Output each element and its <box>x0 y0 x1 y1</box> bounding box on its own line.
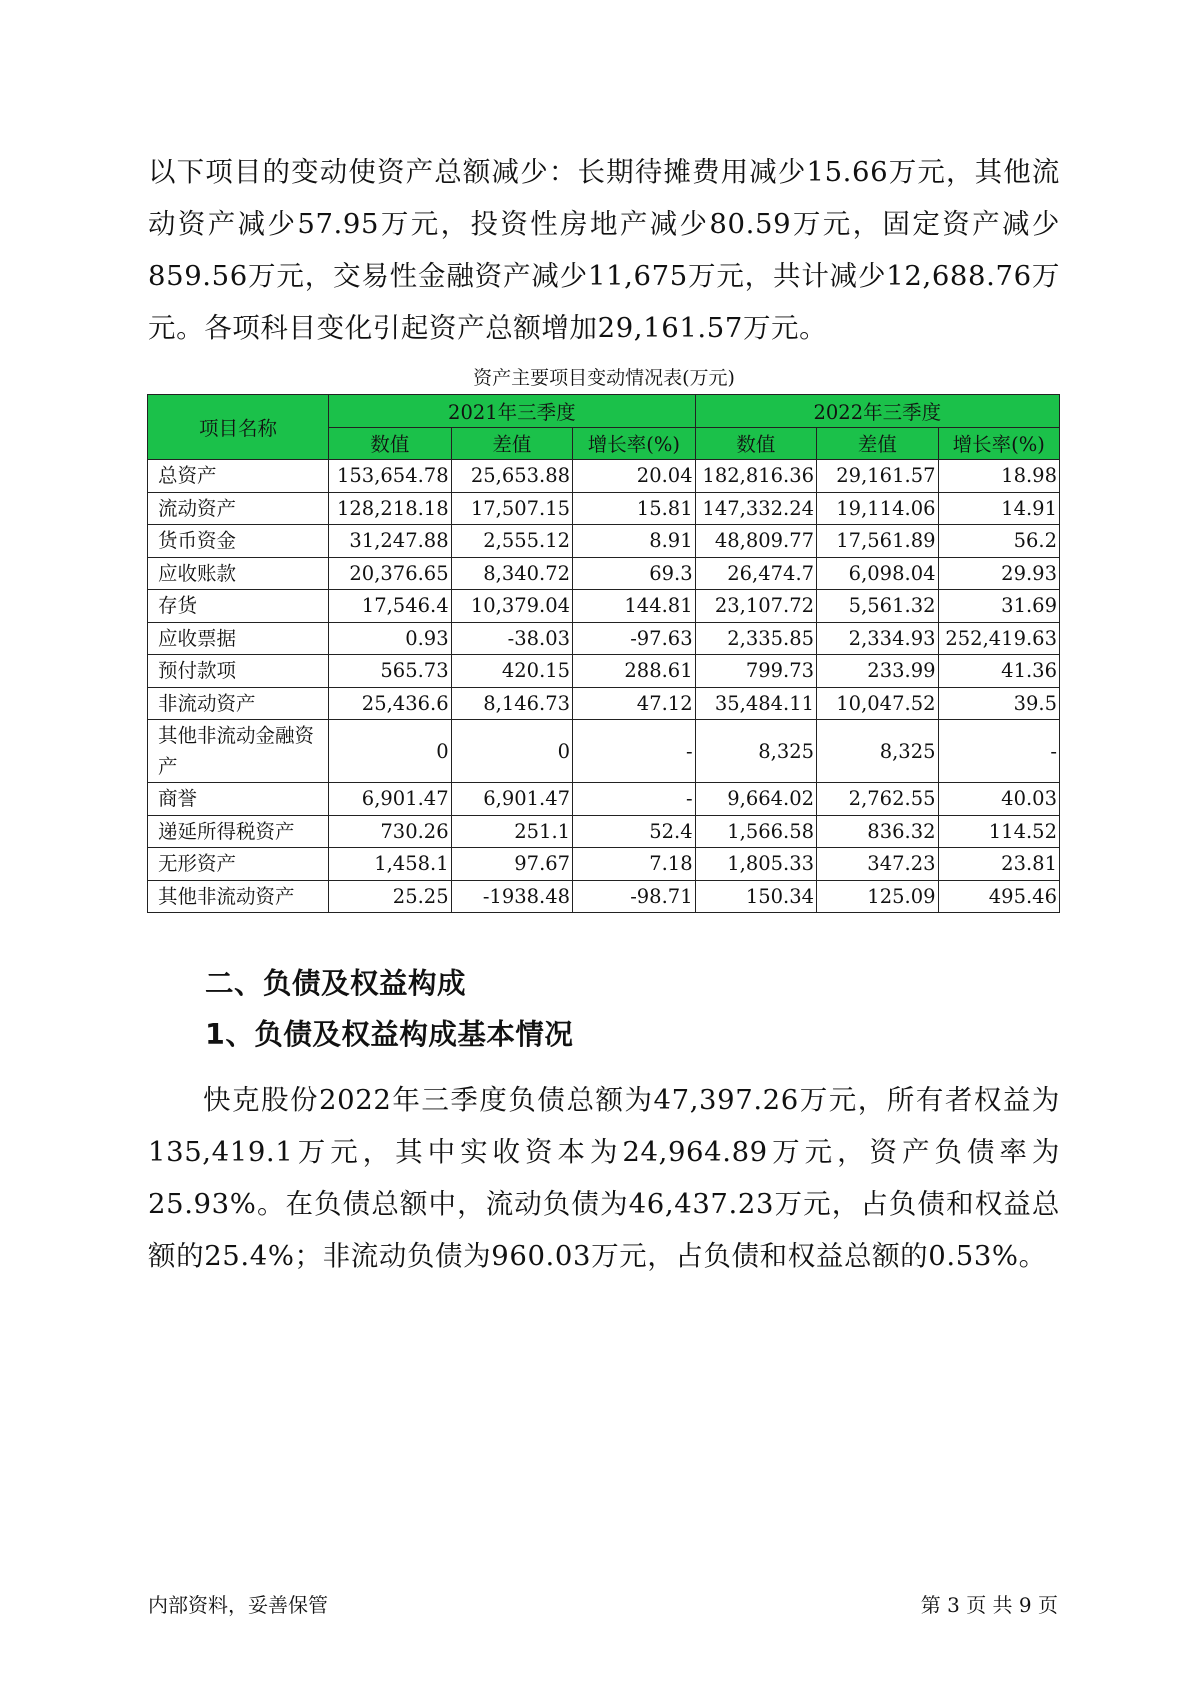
row-item-name: 应收账款 <box>148 557 329 590</box>
cell-d2: 2,334.93 <box>817 622 938 655</box>
cell-d2: 836.32 <box>817 815 938 848</box>
cell-v1: 565.73 <box>329 655 452 688</box>
row-item-name: 无形资产 <box>148 848 329 881</box>
cell-v2: 182,816.36 <box>695 460 816 493</box>
cell-v1: 128,218.18 <box>329 492 452 525</box>
cell-g2: 23.81 <box>938 848 1059 881</box>
cell-g1: - <box>573 720 696 783</box>
table-row <box>148 622 1060 655</box>
cell-d1: 6,901.47 <box>451 783 572 816</box>
cell-v1: 730.26 <box>329 815 452 848</box>
table-row <box>148 848 1060 881</box>
cell-d2: 347.23 <box>817 848 938 881</box>
cell-d1: 251.1 <box>451 815 572 848</box>
cell-g2: 29.93 <box>938 557 1059 590</box>
cell-g1: 7.18 <box>573 848 696 881</box>
section-heading: 二、负债及权益构成 <box>205 967 467 1000</box>
cell-v1: 0 <box>329 720 452 783</box>
header-growth-2022: 增长率(%) <box>938 427 1059 460</box>
cell-g2: 14.91 <box>938 492 1059 525</box>
header-diff-2021: 差值 <box>451 427 572 460</box>
cell-g2: 18.98 <box>938 460 1059 493</box>
cell-d1: -1938.48 <box>451 880 572 913</box>
cell-d2: 6,098.04 <box>817 557 938 590</box>
cell-d2: 10,047.52 <box>817 687 938 720</box>
cell-v1: 1,458.1 <box>329 848 452 881</box>
row-item-name: 应收票据 <box>148 622 329 655</box>
table-row <box>148 783 1060 816</box>
cell-g1: -97.63 <box>573 622 696 655</box>
table-row <box>148 590 1060 623</box>
table-row <box>148 492 1060 525</box>
cell-g1: 47.12 <box>573 687 696 720</box>
cell-v2: 799.73 <box>695 655 816 688</box>
cell-g1: 288.61 <box>573 655 696 688</box>
cell-g1: 8.91 <box>573 525 696 558</box>
cell-g1: -98.71 <box>573 880 696 913</box>
cell-v2: 1,566.58 <box>695 815 816 848</box>
row-item-name: 预付款项 <box>148 655 329 688</box>
cell-g1: 52.4 <box>573 815 696 848</box>
cell-g1: 15.81 <box>573 492 696 525</box>
table-row <box>148 687 1060 720</box>
table-row <box>148 720 1060 783</box>
row-item-name: 其他非流动金融资产 <box>148 720 329 783</box>
cell-d2: 2,762.55 <box>817 783 938 816</box>
cell-v2: 9,664.02 <box>695 783 816 816</box>
cell-d1: 8,340.72 <box>451 557 572 590</box>
cell-g1: 144.81 <box>573 590 696 623</box>
cell-d1: 2,555.12 <box>451 525 572 558</box>
cell-g2: 252,419.63 <box>938 622 1059 655</box>
cell-v1: 31,247.88 <box>329 525 452 558</box>
cell-d2: 8,325 <box>817 720 938 783</box>
cell-g2: 114.52 <box>938 815 1059 848</box>
cell-g1: 69.3 <box>573 557 696 590</box>
page-number: 第 3 页 共 9 页 <box>920 1593 1058 1617</box>
cell-v1: 25,436.6 <box>329 687 452 720</box>
cell-g2: 40.03 <box>938 783 1059 816</box>
cell-v2: 1,805.33 <box>695 848 816 881</box>
cell-d1: -38.03 <box>451 622 572 655</box>
cell-g2: 39.5 <box>938 687 1059 720</box>
header-growth-2021: 增长率(%) <box>573 427 696 460</box>
cell-v2: 8,325 <box>695 720 816 783</box>
row-item-name: 其他非流动资产 <box>148 880 329 913</box>
row-item-name: 货币资金 <box>148 525 329 558</box>
table-row <box>148 557 1060 590</box>
cell-d2: 5,561.32 <box>817 590 938 623</box>
table-row <box>148 815 1060 848</box>
cell-d2: 233.99 <box>817 655 938 688</box>
cell-v2: 150.34 <box>695 880 816 913</box>
intro-paragraph: 以下项目的变动使资产总额减少：长期待摊费用减少15.66万元，其他流动资产减少57.95万元，投资性房地产减少80.59万元，固定资产减少859.56万元，交易性金融资产减少11,675万元，共计减少12,688.76万元。各项科目变化引起资产总额增加29,161.57万元。 <box>148 156 1060 344</box>
table-row <box>148 460 1060 493</box>
header-period-2022: 2022年三季度 <box>695 395 1059 428</box>
cell-v1: 17,546.4 <box>329 590 452 623</box>
header-value-2022: 数值 <box>695 427 816 460</box>
cell-d2: 29,161.57 <box>817 460 938 493</box>
asset-changes-table <box>147 394 1060 913</box>
cell-v2: 23,107.72 <box>695 590 816 623</box>
cell-d1: 10,379.04 <box>451 590 572 623</box>
cell-v2: 35,484.11 <box>695 687 816 720</box>
cell-d1: 420.15 <box>451 655 572 688</box>
cell-v2: 147,332.24 <box>695 492 816 525</box>
row-item-name: 存货 <box>148 590 329 623</box>
table-row <box>148 880 1060 913</box>
row-item-name: 商誉 <box>148 783 329 816</box>
cell-v2: 26,474.7 <box>695 557 816 590</box>
table-row <box>148 525 1060 558</box>
header-item-name: 项目名称 <box>148 395 329 460</box>
cell-d2: 17,561.89 <box>817 525 938 558</box>
cell-v1: 20,376.65 <box>329 557 452 590</box>
row-item-name: 非流动资产 <box>148 687 329 720</box>
cell-d1: 8,146.73 <box>451 687 572 720</box>
cell-d2: 125.09 <box>817 880 938 913</box>
header-period-2021: 2021年三季度 <box>329 395 696 428</box>
cell-v1: 0.93 <box>329 622 452 655</box>
liabilities-paragraph: 快克股份2022年三季度负债总额为47,397.26万元，所有者权益为135,419.1万元，其中实收资本为24,964.89万元，资产负债率为25.93%。在负债总额中，流动负债为46,437.23万元，占负债和权益总额的25.4%；非流动负债为960.03万元，占负债和权益总额的0.53%。 <box>148 1084 1060 1272</box>
cell-g2: 31.69 <box>938 590 1059 623</box>
row-item-name: 流动资产 <box>148 492 329 525</box>
header-value-2021: 数值 <box>329 427 452 460</box>
cell-d2: 19,114.06 <box>817 492 938 525</box>
subsection-heading: 1、负债及权益构成基本情况 <box>205 1018 574 1051</box>
cell-d1: 97.67 <box>451 848 572 881</box>
cell-v1: 25.25 <box>329 880 452 913</box>
cell-g2: 56.2 <box>938 525 1059 558</box>
cell-v2: 48,809.77 <box>695 525 816 558</box>
cell-d1: 17,507.15 <box>451 492 572 525</box>
cell-g2: - <box>938 720 1059 783</box>
cell-v1: 6,901.47 <box>329 783 452 816</box>
footer-confidential-note: 内部资料，妥善保管 <box>148 1593 328 1617</box>
cell-v1: 153,654.78 <box>329 460 452 493</box>
cell-d1: 25,653.88 <box>451 460 572 493</box>
cell-g1: 20.04 <box>573 460 696 493</box>
cell-g2: 495.46 <box>938 880 1059 913</box>
table-caption: 资产主要项目变动情况表(万元) <box>473 367 735 389</box>
cell-g1: - <box>573 783 696 816</box>
cell-g2: 41.36 <box>938 655 1059 688</box>
cell-v2: 2,335.85 <box>695 622 816 655</box>
row-item-name: 总资产 <box>148 460 329 493</box>
row-item-name: 递延所得税资产 <box>148 815 329 848</box>
table-row <box>148 655 1060 688</box>
cell-d1: 0 <box>451 720 572 783</box>
header-diff-2022: 差值 <box>817 427 938 460</box>
